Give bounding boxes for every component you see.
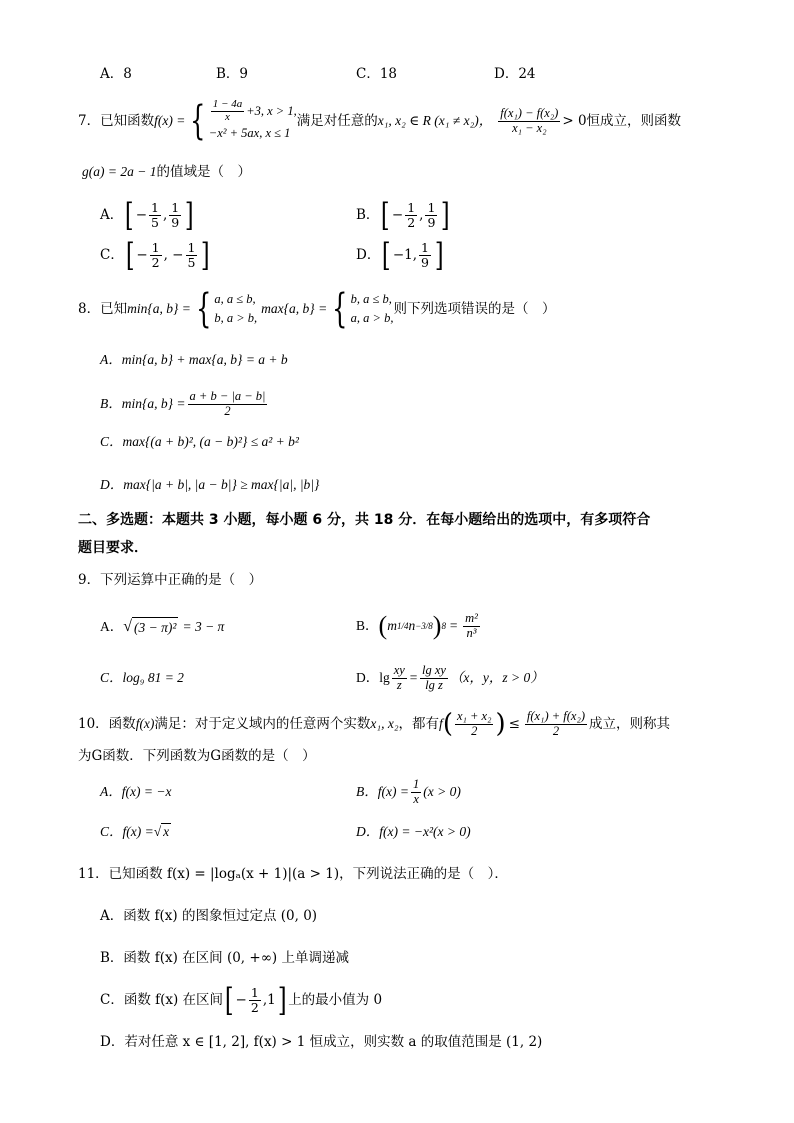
q10-b-den: x: [413, 791, 419, 806]
q7-option-a-label: A．: [100, 207, 124, 223]
q6-option-a: A．8: [100, 66, 132, 82]
q9-option-d: D．lg $\frac{xy}{z}$ = $\frac{\text{lg xy}}{\text{lg z}}$ （x，y，z > 0）: [356, 663, 544, 692]
q7-option-c-label: C．: [100, 247, 124, 263]
q8-option-b: [100, 386, 269, 422]
q11-stem: 11．已知函数 f(x) = |logₐ(x + 1)|(a > 1)，下列说法正确的是（ ）．: [78, 866, 508, 882]
q8-b-num: a + b − |a − b|: [189, 389, 266, 404]
q10-tail: 成立，则称其: [589, 716, 670, 732]
q6-option-d: D．24: [494, 66, 536, 82]
q7-case1-num: 1 − 4a: [212, 98, 243, 111]
q9-option-b-label: B．: [356, 618, 379, 633]
q9-b-rhs-den: n³: [466, 625, 477, 640]
q11-option-c: [100, 982, 382, 1018]
q8-number: 8．: [78, 301, 101, 317]
q8-max-cases: { b, a ≤ b, a, a > b,: [332, 286, 394, 332]
q11-option-a: A．函数 f(x) 的图象恒过定点 (0, 0): [100, 908, 318, 924]
q8-max-case2: a, a > b,: [350, 311, 394, 325]
q7-line2: [82, 162, 251, 182]
q7-case1-den: x: [225, 111, 230, 123]
q7-stem: [78, 100, 681, 142]
q9-b-exp2: −3/8: [415, 621, 433, 631]
q7-d-f2-den: 9: [421, 254, 429, 270]
q9-option-a: [100, 614, 224, 640]
q7-func-name: f(x) =: [154, 113, 186, 128]
q10-fx: f(x): [135, 716, 155, 731]
q10-stem-line2: 为G函数．下列函数为G函数的是（ ）: [78, 748, 316, 764]
q7-c-f1-num: 1: [151, 240, 160, 256]
q9-option-c: C．log₉ 81 = 2: [100, 670, 184, 685]
q10-option-d: D．f(x) = −x²(x > 0): [356, 824, 471, 839]
q11-c-interval: [ − $\frac{1}{2}$ ,1 ]: [224, 981, 287, 1019]
q7-c-f2-den: 5: [187, 254, 196, 270]
q10-stem-line1: 10．函数 f(x) 满足：对于定义域内的任意两个实数 x₁, x₂ ，都有 f ( $\frac{\text{x₁ + x₂}}{2}$ ) ≤ $\frac{\text{f(x₁) + f(x₂)}}{2}$ 成立，则称其: [78, 709, 670, 739]
q10-le: ≤: [508, 716, 520, 732]
q7-b-f2-num: 1: [427, 200, 436, 216]
q7-piecewise: { $\frac{1 - 4a}{x}$ +3, x > 1, −x² + 5ax, x ≤ 1: [190, 98, 297, 144]
q7-g-func: g(a) = 2a − 1: [82, 164, 157, 179]
q7-option-c: [100, 238, 212, 272]
q7-ratio-num: f(x₁) − f(x₂): [500, 106, 559, 121]
sqrt-icon: √: [153, 824, 162, 839]
q10-c-label: C．f(x) =: [100, 824, 154, 839]
q10-option-a: A．f(x) = −x: [100, 784, 172, 799]
q7-stem-mid: 满足对任意的: [296, 113, 378, 129]
q7-case1: +3, x > 1,: [246, 104, 297, 118]
q7-c-f2-num: 1: [187, 240, 196, 256]
q10-b-cond: (x > 0): [423, 784, 461, 799]
q9-b-power: 8: [441, 621, 446, 631]
q7-ratio-den: x₁ − x₂: [512, 120, 547, 135]
q7-c-f1-den: 2: [151, 254, 160, 270]
q9-option-b: B． ( m 1/4 n −3/8 ) 8 = $\frac{\text{m²}}{\text{n³}}$: [356, 611, 478, 640]
q7-stem-tail: > 0恒成立，则函数: [562, 113, 682, 129]
q11-c-tail: ,1: [262, 992, 276, 1008]
q11-option-b: B．函数 f(x) 在区间 (0, +∞) 上单调递减: [100, 950, 349, 966]
q8-b-den: 2: [224, 403, 231, 418]
q7-stem-prefix: 已知函数: [100, 113, 155, 129]
q7-d-left: −1,: [392, 247, 418, 263]
q7-a-f1-num: 1: [151, 200, 159, 216]
q7-option-d: [356, 238, 445, 272]
q7-b-f1-num: 1: [407, 200, 416, 216]
q8-max-case1: b, a ≤ b,: [350, 292, 392, 306]
q9-b-rhs-num: m²: [465, 611, 478, 626]
q9-d-cond: （x，y，z > 0）: [449, 670, 544, 685]
q10-option-c: [100, 822, 171, 842]
q9-d-f2-den: lg z: [425, 677, 443, 692]
q8-option-c: C．max{(a + b)², (a − b)²} ≤ a² + b²: [100, 434, 299, 449]
q10-b-num: 1: [412, 777, 420, 792]
q7-option-d-interval: [ −1, $\frac{1}{9}$ ]: [382, 236, 444, 274]
q10-option-b: [356, 774, 461, 810]
q8-stem: [78, 288, 555, 330]
q7-option-b-interval: [ − $\frac{1}{2}$ , $\frac{1}{9}$ ]: [381, 196, 451, 234]
q10-lhs-f: f: [439, 716, 443, 731]
q8-option-a: A．min{a, b} + max{a, b} = a + b: [100, 352, 288, 367]
q7-d-f2-num: 1: [421, 240, 429, 256]
q8-min-case1: a, a ≤ b,: [214, 292, 256, 306]
q7-a-f1-den: 5: [151, 214, 159, 230]
q10-vars: x₁, x₂: [370, 716, 399, 731]
q9-d-f2-num: lg xy: [421, 663, 446, 678]
q7-option-c-interval: [ − $\frac{1}{2}$ , − $\frac{1}{5}$ ]: [125, 236, 211, 274]
q7-option-b-label: B．: [356, 207, 380, 223]
q8-min-case2: b, a > b,: [214, 311, 258, 325]
q10-c-radicand: x: [163, 824, 170, 839]
q7-case2: −x² + 5ax, x ≤ 1: [208, 125, 291, 140]
q11-c-den: 2: [250, 999, 259, 1015]
section2-heading-line2: 题目要求．: [78, 540, 148, 556]
q8-stem-tail: 则下列选项错误的是（ ）: [393, 301, 556, 317]
q9-stem: 9．下列运算中正确的是（ ）: [78, 572, 263, 588]
q9-b-n: n: [408, 618, 416, 633]
q7-a-f2-den: 9: [171, 214, 180, 230]
q9-d-f1-num: xy: [393, 663, 405, 678]
q10-rhs-den: 2: [552, 723, 560, 738]
q7-a-f2-num: 1: [171, 200, 180, 216]
q8-min-cases: { a, a ≤ b, b, a > b,: [195, 286, 258, 332]
q7-ratio: [498, 107, 560, 134]
q7-option-d-label: D．: [356, 247, 381, 263]
q7-option-b: [356, 198, 452, 232]
q7-option-a-interval: [ − $\frac{1}{5}$ , $\frac{1}{9}$ ]: [125, 196, 194, 234]
q8-max-lhs: max{a, b} =: [261, 301, 328, 316]
q9-b-exp1: 1/4: [396, 621, 409, 631]
q8-min-lhs: min{a, b} =: [127, 301, 191, 316]
q10-lhs-den: 2: [471, 723, 478, 738]
q11-option-d: D．若对任意 x ∈ [1, 2], f(x) > 1 恒成立，则实数 a 的取值范围是 (1, 2): [100, 1034, 543, 1050]
q11-c-prefix: C．函数 f(x) 在区间: [100, 992, 224, 1008]
q6-option-c: C．18: [356, 66, 398, 82]
q9-option-a-label: A．: [100, 619, 124, 634]
q11-c-num: 1: [250, 985, 259, 1001]
q10-mid: 满足：对于定义域内的任意两个实数: [154, 716, 371, 732]
q10-rhs-num: f(x₁) + f(x₂): [526, 709, 585, 724]
q11-c-end: 上的最小值为 0: [288, 992, 383, 1008]
q7-vars: x₁, x₂ ∈ R (x₁ ≠ x₂)，: [377, 113, 493, 128]
q9-b-base: m: [387, 618, 397, 633]
q9-d-f1-den: z: [396, 677, 402, 692]
q8-option-d: D．max{|a + b|, |a − b|} ≥ max{|a|, |b|}: [100, 477, 320, 492]
q10-b-label: B．f(x) =: [356, 784, 409, 799]
q6-option-b: B．9: [216, 66, 249, 82]
q9-option-d-label: D．lg: [356, 670, 390, 685]
q7-line2-text: 的值域是（ ）: [156, 164, 251, 180]
section2-heading-line1: 二、多选题：本题共 3 小题，每小题 6 分，共 18 分．在每小题给出的选项中，有多项符合: [78, 512, 651, 528]
q9-a-radicand: (3 − π)²: [132, 617, 178, 638]
q10-lhs-num: x₁ + x₂: [456, 709, 492, 724]
q7-option-a: [100, 198, 196, 232]
q7-number: 7．: [78, 113, 101, 129]
q8-option-b-label: B．min{a, b} =: [100, 396, 186, 411]
q10-prefix: 10．函数: [78, 716, 136, 732]
sqrt-icon: √: [123, 618, 133, 635]
q7-b-f1-den: 2: [407, 214, 416, 230]
q7-b-f2-den: 9: [427, 214, 436, 230]
q9-a-rhs: = 3 − π: [182, 619, 225, 634]
q8-stem-prefix: 已知: [100, 301, 128, 317]
q10-mid2: ，都有: [398, 716, 440, 732]
